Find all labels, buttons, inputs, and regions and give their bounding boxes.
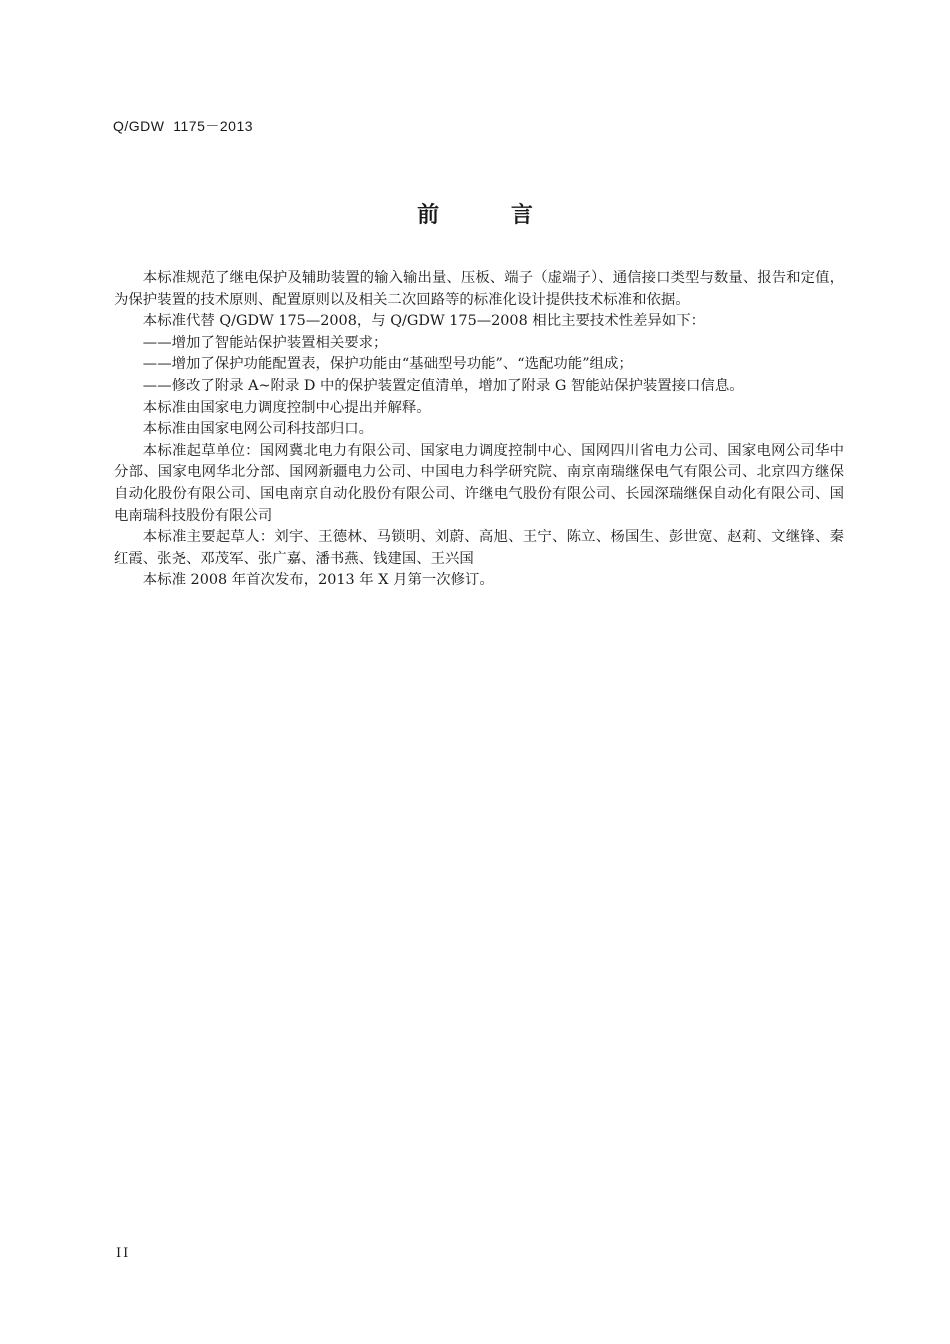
paragraph-drafters: 本标准主要起草人：刘宇、王德林、马锁明、刘蔚、高旭、王宁、陈立、杨国生、彭世宽、赵莉、文继锋、秦红霞、张尧、邓茂军、张广嘉、潘书燕、钱建国、王兴国	[114, 529, 844, 567]
paragraph-replaces: 本标准代替 Q/GDW 175—2008，与 Q/GDW 175—2008 相比主要技术性差异如下：	[142, 313, 705, 330]
paragraph-scope: 本标准规范了继电保护及辅助装置的输入输出量、压板、端子（虚端子）、通信接口类型与数量、报告和定值，为保护装置的技术原则、配置原则以及相关二次回路等的标准化设计提供技术标准和依据。	[114, 270, 844, 308]
foreword-body	[114, 268, 844, 592]
paragraph-drafting-units: 本标准起草单位：国网冀北电力有限公司、国家电力调度控制中心、国网四川省电力公司、国家电网公司华中分部、国家电网华北分部、国网新疆电力公司、中国电力科学研究院、南京南瑞继保电气有限公司、北京四方继保自动化股份有限公司、国电南京自动化股份有限公司、许继电气股份有限公司、长园深瑞继保自动化有限公司、国电南瑞科技股份有限公司	[114, 442, 844, 524]
paragraph-change-2: ——增加了保护功能配置表，保护功能由“基础型号功能”、“选配功能”组成；	[142, 356, 633, 373]
paragraph-change-3: ——修改了附录 A~附录 D 中的保护装置定值清单，增加了附录 G 智能站保护装置接口信息。	[142, 377, 744, 394]
page-title: 前 言	[417, 203, 565, 228]
page-number: II	[116, 1246, 131, 1261]
paragraph-release-history: 本标准 2008 年首次发布，2013 年 X 月第一次修订。	[142, 572, 494, 589]
paragraph-change-1: ——增加了智能站保护装置相关要求；	[142, 334, 388, 351]
paragraph-managed-by: 本标准由国家电网公司科技部归口。	[142, 421, 374, 438]
document-code: Q/GDW 1175－2013	[113, 118, 254, 134]
paragraph-proposed-by: 本标准由国家电力调度控制中心提出并解释。	[142, 399, 431, 416]
